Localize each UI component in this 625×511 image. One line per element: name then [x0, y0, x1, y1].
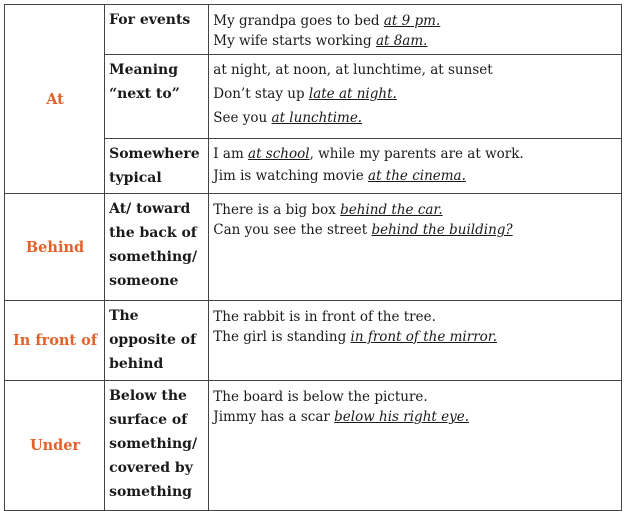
examples-cell [209, 55, 622, 139]
table-row [5, 301, 622, 381]
example-sentence: Jimmy has a scar below his right eye. [213, 409, 469, 425]
example-sentence: Can you see the street behind the building? [213, 222, 513, 238]
table-row [5, 381, 622, 511]
example-sentence: The rabbit is in front of the tree. [213, 309, 436, 325]
examples-cell [209, 5, 622, 55]
example-sentence: There is a big box behind the car. [213, 202, 443, 218]
examples-cell [209, 301, 622, 381]
examples-cell [209, 381, 622, 511]
meaning-cell: Somewhere typical [105, 139, 209, 194]
preposition-cell: Under [5, 381, 105, 511]
meaning-cell: For events [105, 5, 209, 55]
example-sentence: See you at lunchtime. [213, 110, 363, 126]
example-sentence: The girl is standing in front of the mirror. [213, 329, 498, 345]
example-sentence: I am at school, while my parents are at work. [213, 146, 524, 162]
example-sentence: My wife starts working at 8am. [213, 33, 428, 49]
meaning-cell: Meaning “next to” [105, 55, 209, 139]
example-sentence: Don’t stay up late at night. [213, 86, 397, 102]
example-sentence: at night, at noon, at lunchtime, at sunset [213, 62, 493, 78]
example-sentence: Jim is watching movie at the cinema. [213, 168, 466, 184]
preposition-cell: At [5, 5, 105, 194]
table-row [5, 194, 622, 301]
preposition-cell: Behind [5, 194, 105, 301]
examples-cell [209, 194, 622, 301]
meaning-cell: At/ toward the back of something/ someone [105, 194, 209, 301]
table-body [5, 5, 622, 511]
prepositions-table [4, 4, 622, 511]
meaning-cell: The opposite of behind [105, 301, 209, 381]
meaning-cell: Below the surface of something/ covered by something [105, 381, 209, 511]
example-sentence: The board is below the picture. [213, 389, 428, 405]
table-row [5, 5, 622, 55]
preposition-cell: In front of [5, 301, 105, 381]
example-sentence: My grandpa goes to bed at 9 pm. [213, 13, 441, 29]
examples-cell [209, 139, 622, 194]
